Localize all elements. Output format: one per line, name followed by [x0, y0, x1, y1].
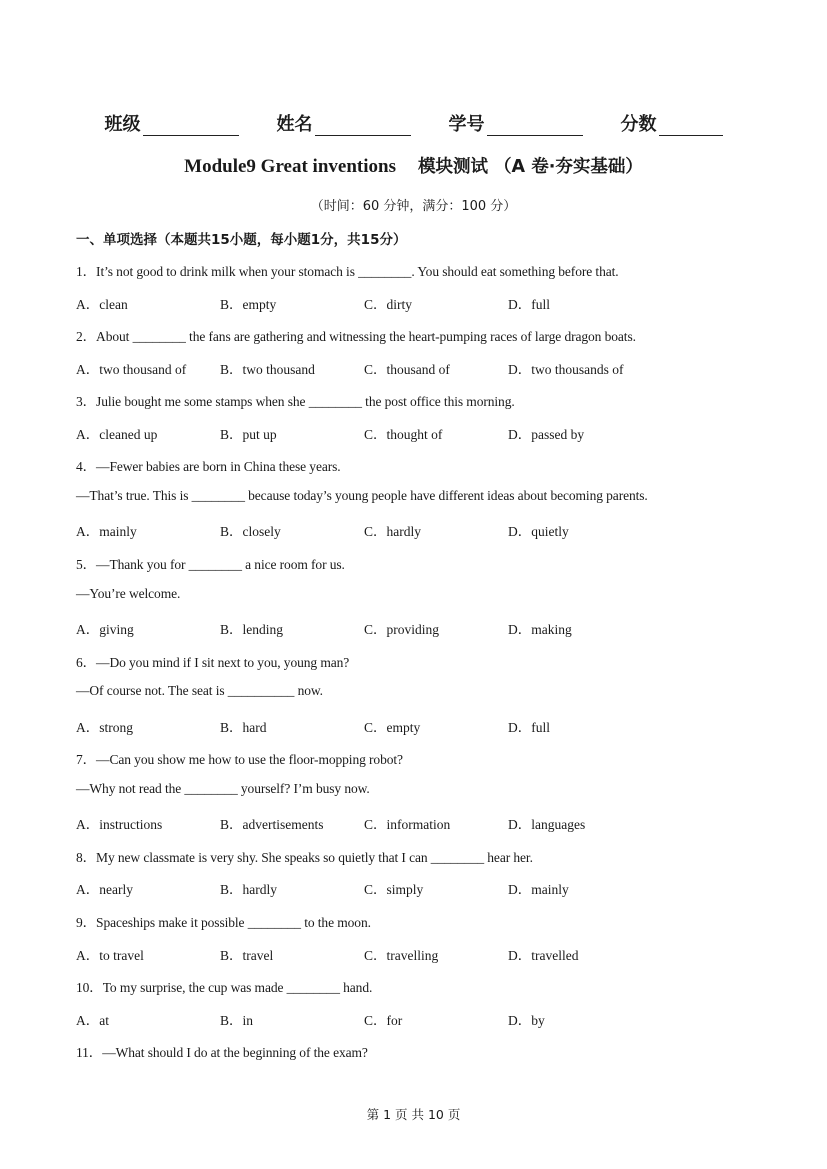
question-1-line-1: 1．It’s not good to drink milk when your stomach is ________. You should eat something before that. — [76, 264, 619, 279]
answer-option[interactable]: D．making — [508, 622, 572, 637]
time-and-score-note: （时间：60 分钟，满分：100 分） — [310, 199, 517, 214]
score-blank-line — [659, 115, 723, 136]
answer-option[interactable]: D．full — [508, 296, 550, 312]
answer-option[interactable]: A．at — [76, 1012, 109, 1028]
question-7-line-2: —Why not read the ________ yourself? I’m busy now. — [76, 780, 370, 796]
question-5-line-1: 5．—Thank you for ________ a nice room for us. — [76, 557, 345, 572]
question-8-line-1: 8．My new classmate is very shy. She speaks so quietly that I can ________ hear her. — [76, 849, 533, 865]
answer-option[interactable]: B．in — [220, 1012, 254, 1028]
answer-option[interactable]: D．full — [508, 719, 550, 735]
student-id-field — [449, 110, 583, 136]
question-4-line-2: —That’s true. This is ________ because today’s young people have different ideas about becoming parents. — [76, 487, 648, 503]
answer-option[interactable]: B．hardly — [220, 882, 277, 898]
answer-option[interactable]: A．nearly — [76, 882, 133, 898]
answer-option[interactable]: C．hardly — [364, 524, 421, 540]
question-6-line-2: —Of course not. The seat is __________ now. — [76, 683, 323, 699]
answer-option[interactable]: B．put up — [220, 426, 277, 442]
answer-option[interactable]: C．travelling — [364, 947, 439, 963]
question-7-line-1: 7．—Can you show me how to use the floor-mopping robot? — [76, 752, 403, 768]
answer-option[interactable]: C．thousand of — [364, 361, 450, 377]
answer-option[interactable]: C．for — [364, 1012, 403, 1028]
answer-option[interactable]: D．travelled — [508, 947, 579, 963]
student-info-header — [0, 110, 827, 136]
answer-option[interactable]: C．providing — [364, 622, 440, 637]
answer-option[interactable]: A．instructions — [76, 817, 163, 833]
answer-option[interactable]: C．information — [364, 817, 451, 833]
class-blank-line — [143, 115, 239, 136]
title-chinese: 模块测试 （A 卷·夯实基础） — [417, 157, 643, 177]
class-label: 班级 — [104, 114, 141, 135]
answer-option[interactable]: D．mainly — [508, 882, 569, 898]
answer-option[interactable]: B．lending — [220, 622, 283, 637]
student-id-blank-line — [487, 115, 583, 136]
answer-option[interactable]: A．clean — [76, 296, 128, 312]
question-10-line-1: 10．To my surprise, the cup was made ________ hand. — [76, 980, 373, 996]
answer-option[interactable]: D．languages — [508, 817, 586, 833]
answer-option[interactable]: A．two thousand of — [76, 361, 187, 377]
answer-option[interactable]: C．empty — [364, 719, 421, 735]
name-field — [277, 110, 411, 136]
student-id-label: 学号 — [448, 114, 485, 135]
answer-option[interactable]: B．advertisements — [220, 817, 324, 833]
score-label: 分数 — [620, 114, 657, 135]
answer-option[interactable]: C．simply — [364, 882, 424, 898]
score-field — [621, 110, 723, 136]
answer-option[interactable]: A．strong — [76, 719, 133, 735]
question-3-line-1: 3．Julie bought me some stamps when she ________ the post office this morning. — [76, 394, 515, 410]
page-footer: 第 1 页 共 10 页 — [366, 1107, 461, 1122]
answer-option[interactable]: B．hard — [220, 719, 267, 735]
answer-option[interactable]: B．two thousand — [220, 361, 315, 377]
name-label: 姓名 — [276, 114, 313, 135]
answer-option[interactable]: B．empty — [220, 296, 277, 312]
answer-option[interactable]: B．closely — [220, 524, 281, 540]
answer-option[interactable]: A．cleaned up — [76, 426, 158, 442]
question-5-line-2: —You’re welcome. — [76, 585, 181, 601]
page-title — [0, 153, 827, 178]
answer-option[interactable]: A．mainly — [76, 524, 137, 540]
answer-option[interactable]: D．quietly — [508, 524, 569, 540]
class-field — [105, 110, 239, 136]
question-2-line-1: 2．About ________ the fans are gathering and witnessing the heart-pumping races of large dragon boats. — [76, 329, 636, 345]
section-heading: 一、单项选择（本题共15小题，每小题1分，共15分） — [76, 232, 407, 248]
answer-option[interactable]: D．two thousands of — [508, 361, 624, 377]
title-english: Module9 Great inventions — [184, 156, 396, 177]
answer-option[interactable]: A．to travel — [76, 947, 144, 963]
name-blank-line — [315, 115, 411, 136]
question-11-line-1: 11．—What should I do at the beginning of the exam? — [76, 1045, 368, 1061]
answer-option[interactable]: C．dirty — [364, 296, 413, 312]
answer-option[interactable]: B．travel — [220, 947, 274, 963]
answer-option[interactable]: D．passed by — [508, 426, 585, 442]
answer-option[interactable]: D．by — [508, 1012, 545, 1028]
question-4-line-1: 4．—Fewer babies are born in China these years. — [76, 459, 341, 475]
question-6-line-1: 6．—Do you mind if I sit next to you, young man? — [76, 654, 350, 670]
answer-option[interactable]: A．giving — [76, 622, 134, 637]
answer-option[interactable]: C．thought of — [364, 426, 443, 442]
question-9-line-1: 9．Spaceships make it possible ________ to the moon. — [76, 915, 371, 930]
